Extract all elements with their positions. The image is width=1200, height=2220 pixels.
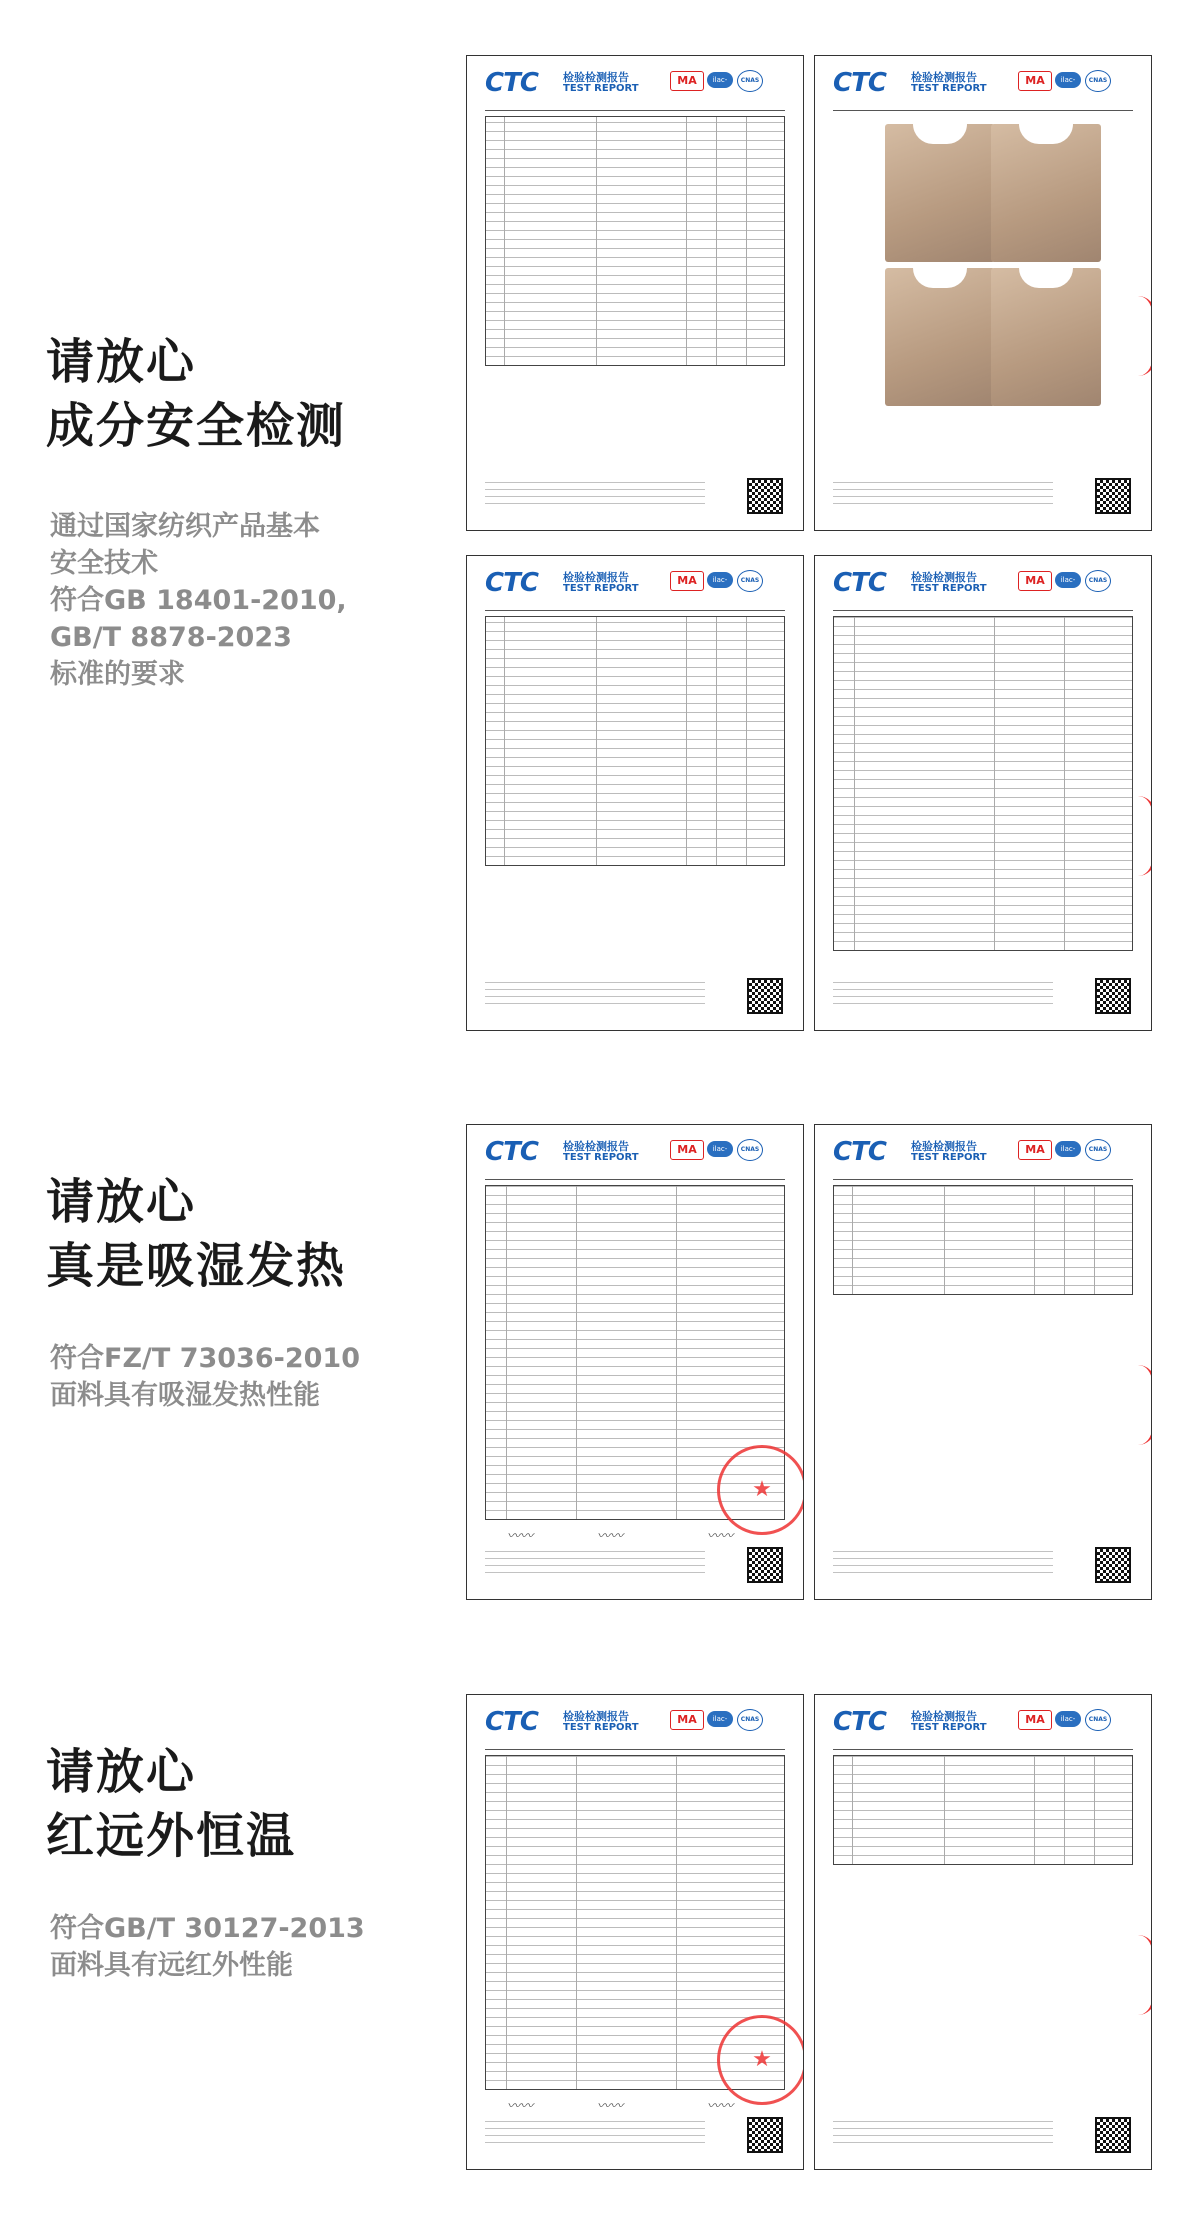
signature-mark: 〰〰 (507, 2099, 534, 2114)
test-report-page (466, 55, 804, 531)
ma-mark-icon: MA (670, 1710, 704, 1730)
report-header: CTC 检验检测报告 TEST REPORT MA ilac-MRA CNAS (833, 1137, 1133, 1167)
report-header: CTC 检验检测报告 TEST REPORT MA ilac-MRA CNAS (833, 68, 1133, 98)
report-number-line (485, 102, 785, 111)
ctc-logo: CTC (485, 568, 538, 598)
ma-mark-icon: MA (670, 71, 704, 91)
test-report-page (814, 1124, 1152, 1600)
section-safety (0, 0, 1200, 1080)
section-heading: 请放心 成分安全检测 (46, 334, 347, 454)
cnas-mark-icon: CNAS (1085, 1709, 1111, 1731)
ctc-logo: CTC (485, 1707, 538, 1737)
ma-mark-icon: MA (670, 1140, 704, 1160)
qr-code-icon (747, 978, 783, 1014)
ctc-logo: CTC (833, 1137, 886, 1167)
cnas-mark-icon: CNAS (737, 1139, 763, 1161)
ctc-logo: CTC (485, 68, 538, 98)
report-table (485, 616, 785, 866)
qr-code-icon (1095, 1547, 1131, 1583)
ilac-mark-icon: ilac-MRA (1055, 572, 1081, 588)
product-photo (991, 124, 1101, 262)
ilac-mark-icon: ilac-MRA (1055, 72, 1081, 88)
cnas-mark-icon: CNAS (737, 570, 763, 592)
product-photo (991, 268, 1101, 406)
test-report-page (466, 1694, 804, 2170)
ilac-mark-icon: ilac-MRA (707, 1141, 733, 1157)
red-seal-icon: ★ (717, 2015, 804, 2105)
ilac-mark-icon: ilac-MRA (707, 72, 733, 88)
test-report-page (814, 555, 1152, 1031)
ctc-logo: CTC (833, 68, 886, 98)
seal-edge-icon (1138, 1935, 1152, 2015)
report-footer (833, 980, 1053, 1010)
ma-mark-icon: MA (1018, 1140, 1052, 1160)
section-heading: 请放心 红远外恒温 (46, 1744, 297, 1864)
test-report-page (466, 555, 804, 1031)
qr-code-icon (1095, 478, 1131, 514)
qr-code-icon (1095, 2117, 1131, 2153)
cnas-mark-icon: CNAS (737, 70, 763, 92)
section-far-infrared (0, 1680, 1200, 2220)
test-report-page (466, 1124, 804, 1600)
test-report-page (814, 1694, 1152, 2170)
section-moisture-heat (0, 1110, 1200, 1630)
signature-mark: 〰〰 (597, 2099, 624, 2114)
report-table (833, 1185, 1133, 1295)
qr-code-icon (747, 1547, 783, 1583)
report-header: CTC 检验检测报告 TEST REPORT MA ilac-MRA CNAS (485, 568, 785, 598)
report-number-line (485, 1171, 785, 1180)
seal-edge-icon (1138, 796, 1152, 876)
ma-mark-icon: MA (670, 571, 704, 591)
ctc-logo: CTC (833, 1707, 886, 1737)
report-header: CTC 检验检测报告 TEST REPORT MA ilac-MRA CNAS (485, 68, 785, 98)
report-footer (833, 2119, 1053, 2149)
seal-edge-icon (1138, 1365, 1152, 1445)
report-table (485, 116, 785, 366)
product-photo (885, 124, 995, 262)
ilac-mark-icon: ilac-MRA (707, 572, 733, 588)
section-description: 通过国家纺织产品基本 安全技术 符合GB 18401-2010, GB/T 8878-2023 标准的要求 (50, 511, 347, 690)
report-header: CTC 检验检测报告 TEST REPORT MA ilac-MRA CNAS (485, 1707, 785, 1737)
report-footer (485, 2119, 705, 2149)
cnas-mark-icon: CNAS (1085, 1139, 1111, 1161)
ilac-mark-icon: ilac-MRA (707, 1711, 733, 1727)
report-footer (833, 480, 1053, 510)
report-footer (833, 1549, 1053, 1579)
red-seal-icon: ★ (717, 1445, 804, 1535)
ctc-logo: CTC (833, 568, 886, 598)
report-footer (485, 1549, 705, 1579)
section-description: 符合FZ/T 73036-2010 面料具有吸湿发热性能 (50, 1343, 360, 1411)
test-report-page (814, 55, 1152, 531)
section-description: 符合GB/T 30127-2013 面料具有远红外性能 (50, 1913, 365, 1981)
report-number-line (485, 602, 785, 611)
qr-code-icon (747, 2117, 783, 2153)
section-heading: 请放心 真是吸湿发热 (46, 1174, 347, 1294)
signature-mark: 〰〰 (597, 1529, 624, 1544)
signature-mark: 〰〰 (507, 1529, 534, 1544)
qr-code-icon (1095, 978, 1131, 1014)
ma-mark-icon: MA (1018, 571, 1052, 591)
qr-code-icon (747, 478, 783, 514)
report-number-line (833, 102, 1133, 111)
ilac-mark-icon: ilac-MRA (1055, 1711, 1081, 1727)
ma-mark-icon: MA (1018, 71, 1052, 91)
report-footer (485, 480, 705, 510)
report-header: CTC 检验检测报告 TEST REPORT MA ilac-MRA CNAS (833, 1707, 1133, 1737)
signature-mark: 〰〰 (707, 2099, 734, 2114)
report-number-line (833, 602, 1133, 611)
seal-edge-icon (1138, 296, 1152, 376)
cnas-mark-icon: CNAS (737, 1709, 763, 1731)
report-number-line (833, 1171, 1133, 1180)
product-photo (885, 268, 995, 406)
report-table (833, 616, 1133, 951)
report-number-line (485, 1741, 785, 1750)
report-footer (485, 980, 705, 1010)
report-table (833, 1755, 1133, 1865)
ilac-mark-icon: ilac-MRA (1055, 1141, 1081, 1157)
ctc-logo: CTC (485, 1137, 538, 1167)
signature-mark: 〰〰 (707, 1529, 734, 1544)
ma-mark-icon: MA (1018, 1710, 1052, 1730)
report-number-line (833, 1741, 1133, 1750)
cnas-mark-icon: CNAS (1085, 570, 1111, 592)
report-header: CTC 检验检测报告 TEST REPORT MA ilac-MRA CNAS (833, 568, 1133, 598)
cnas-mark-icon: CNAS (1085, 70, 1111, 92)
report-header: CTC 检验检测报告 TEST REPORT MA ilac-MRA CNAS (485, 1137, 785, 1167)
